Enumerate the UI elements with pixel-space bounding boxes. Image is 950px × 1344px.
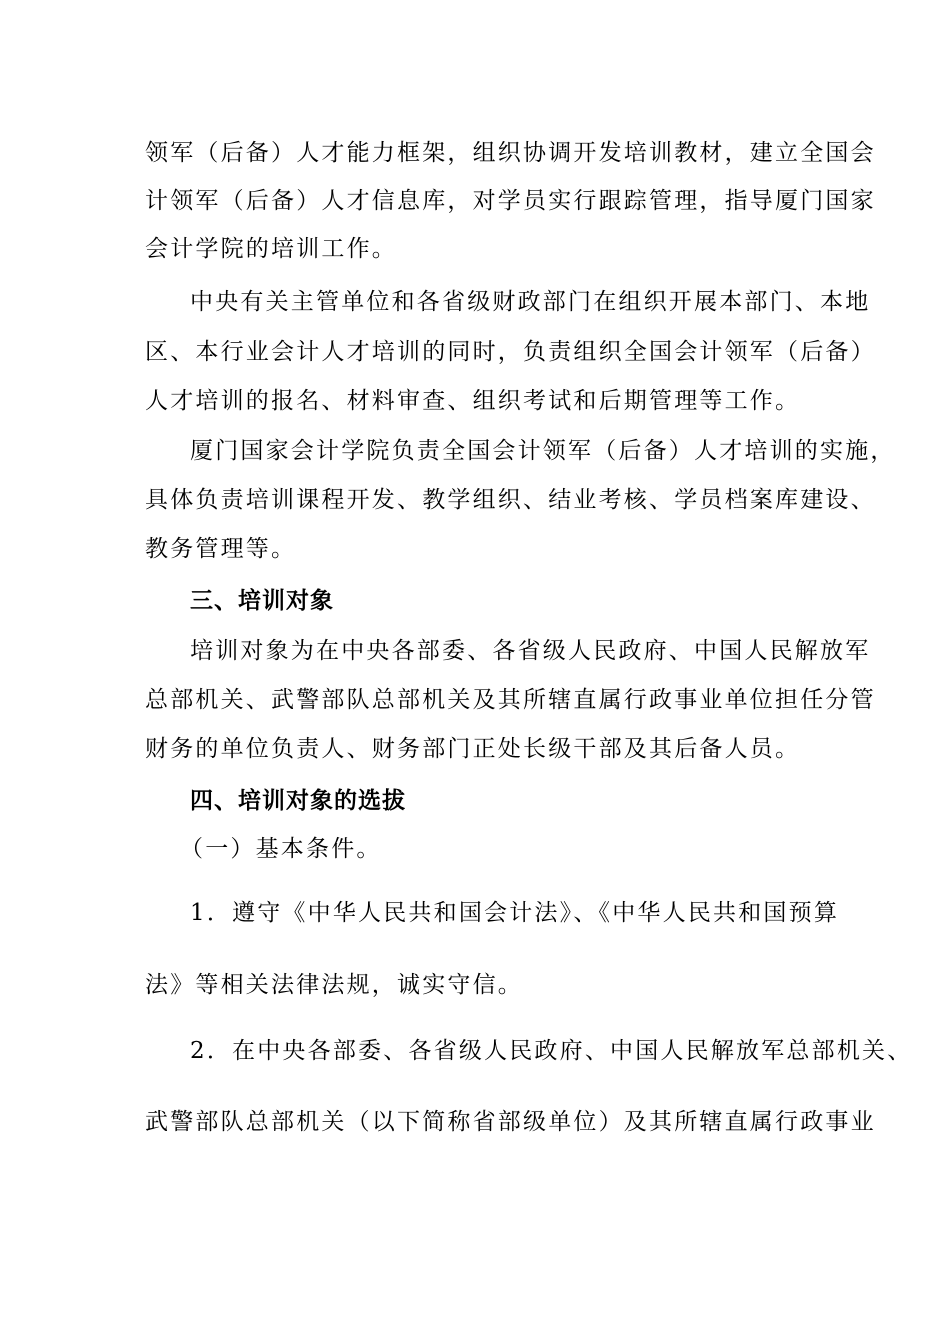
section-heading: 四、培训对象的选拔 xyxy=(190,788,406,814)
paragraph-line: 计领军（后备）人才信息库，对学员实行跟踪管理，指导厦门国家 xyxy=(145,188,876,214)
paragraph-line: 会计学院的培训工作。 xyxy=(145,236,397,262)
paragraph-line: 教务管理等。 xyxy=(145,536,297,562)
paragraph-line: 培训对象为在中央各部委、各省级人民政府、中国人民解放军 xyxy=(190,638,871,664)
paragraph-line: 总部机关、武警部队总部机关及其所辖直属行政事业单位担任分管 xyxy=(145,687,876,713)
paragraph-line: 2．在中央各部委、各省级人民政府、中国人民解放军总部机关、 xyxy=(190,1038,913,1064)
paragraph-line: 法》等相关法律法规，诚实守信。 xyxy=(145,972,523,998)
paragraph-line: 厦门国家会计学院负责全国会计领军（后备）人才培训的实施， xyxy=(190,438,896,464)
paragraph-line: 区、本行业会计人才培训的同时，负责组织全国会计领军（后备） xyxy=(145,339,876,365)
paragraph-line: 领军（后备）人才能力框架，组织协调开发培训教材，建立全国会 xyxy=(145,140,876,166)
paragraph-line: 具体负责培训课程开发、教学组织、结业考核、学员档案库建设、 xyxy=(145,487,876,513)
paragraph-line: 财务的单位负责人、财务部门正处长级干部及其后备人员。 xyxy=(145,736,801,762)
subsection-heading: （一）基本条件。 xyxy=(180,836,382,862)
paragraph-line: 武警部队总部机关（以下简称省部级单位）及其所辖直属行政事业 xyxy=(145,1109,876,1135)
section-heading: 三、培训对象 xyxy=(190,588,334,614)
paragraph-line: 1．遵守《中华人民共和国会计法》、《中华人民共和国预算 xyxy=(190,900,840,926)
paragraph-line: 中央有关主管单位和各省级财政部门在组织开展本部门、本地 xyxy=(190,289,871,315)
paragraph-line: 人才培训的报名、材料审查、组织考试和后期管理等工作。 xyxy=(145,388,801,414)
